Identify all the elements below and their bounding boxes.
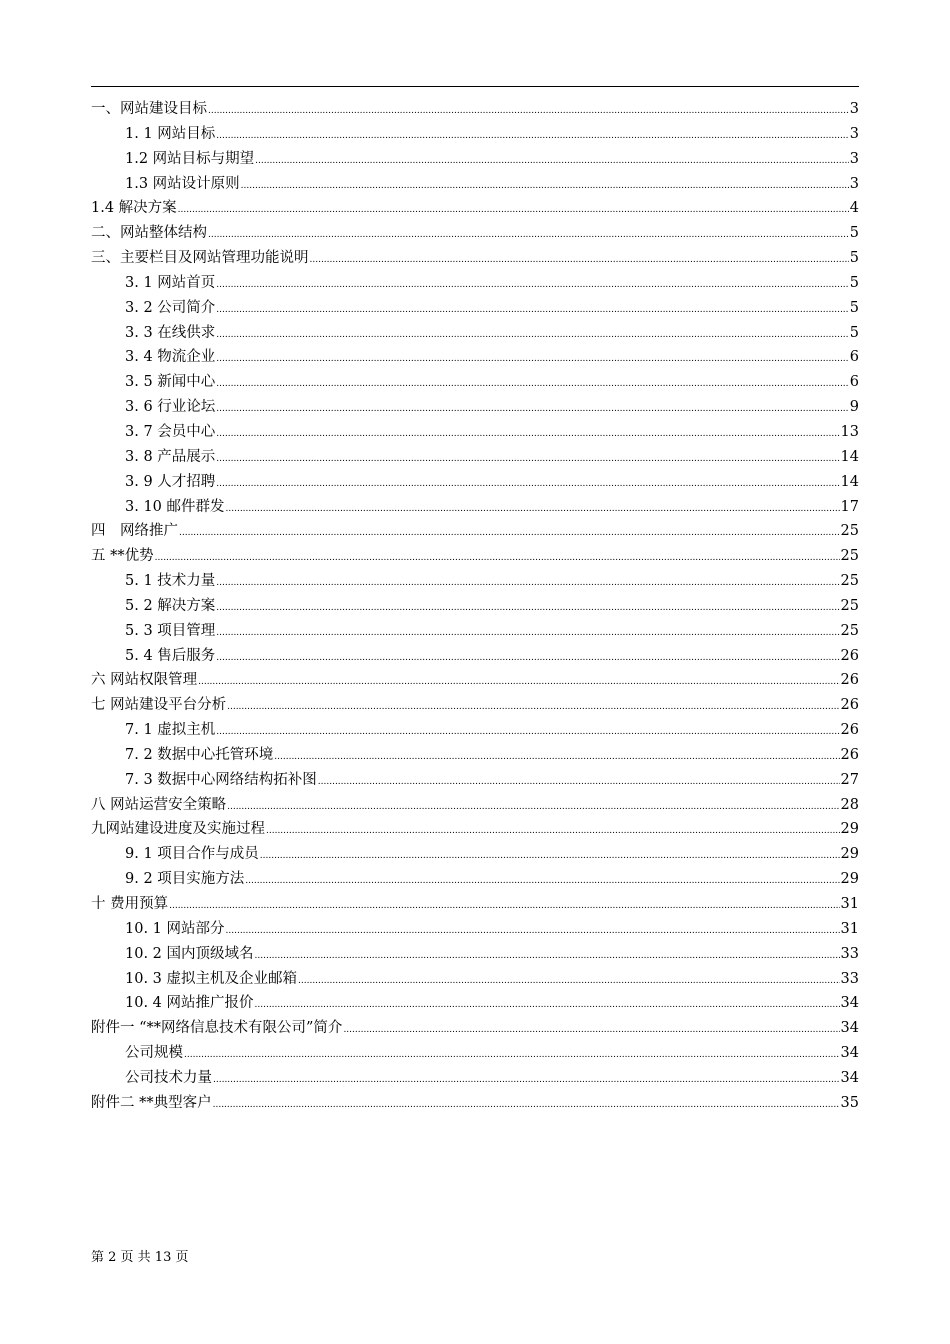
toc-entry-title: 八 网站运营安全策略	[91, 796, 227, 813]
toc-entry[interactable]	[91, 991, 859, 1016]
toc-entry[interactable]	[91, 370, 859, 395]
toc-dot-leader	[213, 1066, 840, 1093]
toc-entry[interactable]	[91, 445, 859, 470]
toc-dot-leader	[208, 221, 849, 248]
toc-entry[interactable]	[91, 1091, 859, 1116]
toc-entry-page-number: 14	[840, 448, 859, 465]
toc-dot-leader	[184, 1041, 840, 1068]
toc-entry[interactable]	[91, 470, 859, 495]
toc-entry[interactable]	[91, 768, 859, 793]
toc-entry-title: 1.2 网站目标与期望	[125, 150, 255, 167]
toc-entry-page-number: 25	[840, 573, 859, 590]
toc-entry-title: 7. 2 数据中心托管环境	[125, 746, 274, 763]
toc-entry[interactable]	[91, 1041, 859, 1066]
toc-entry-title: 10. 3 虚拟主机及企业邮箱	[125, 970, 298, 987]
toc-dot-leader	[241, 172, 849, 199]
toc-dot-leader	[216, 619, 839, 646]
toc-entry-title: 3. 5 新闻中心	[125, 374, 216, 391]
toc-entry-title: 7. 3 数据中心网络结构拓补图	[125, 771, 317, 788]
toc-entry-page-number: 25	[840, 622, 859, 639]
toc-entry[interactable]	[91, 644, 859, 669]
toc-entry-page-number: 33	[840, 945, 859, 962]
toc-entry-page-number: 29	[840, 871, 859, 888]
toc-entry-title: 5. 2 解决方案	[125, 597, 216, 614]
toc-entry-page-number: 33	[840, 970, 859, 987]
toc-entry[interactable]	[91, 271, 859, 296]
toc-entry-title: 七 网站建设平台分析	[91, 697, 227, 714]
toc-entry-title: 3. 1 网站首页	[125, 274, 216, 291]
toc-entry[interactable]	[91, 1066, 859, 1091]
header-rule	[91, 86, 859, 87]
toc-entry[interactable]	[91, 420, 859, 445]
toc-entry[interactable]	[91, 817, 859, 842]
toc-entry-title: 公司技术力量	[125, 1069, 212, 1086]
toc-entry-page-number: 31	[840, 896, 859, 912]
toc-entry-title: 九网站建设进度及实施过程	[91, 821, 265, 838]
toc-entry-title: 四 网络推广	[91, 523, 178, 540]
toc-entry[interactable]	[91, 395, 859, 420]
toc-entry[interactable]	[91, 172, 859, 197]
toc-entry-page-number: 3	[849, 150, 859, 167]
toc-entry-page-number: 6	[849, 374, 859, 391]
toc-entry[interactable]	[91, 892, 859, 917]
toc-entry-page-number: 6	[849, 349, 859, 366]
toc-entry-page-number: 3	[849, 175, 859, 192]
toc-entry-title: 1.3 网站设计原则	[125, 175, 240, 192]
toc-entry-title: 六 网站权限管理	[91, 672, 198, 689]
toc-entry-page-number: 26	[840, 672, 859, 689]
toc-entry[interactable]	[91, 122, 859, 147]
toc-entry-page-number: 3	[849, 125, 859, 142]
toc-entry-page-number: 34	[840, 995, 859, 1012]
toc-dot-leader	[208, 97, 849, 124]
toc-dot-leader	[227, 693, 839, 720]
toc-entry[interactable]	[91, 619, 859, 644]
toc-entry-title: 十 费用预算	[91, 896, 169, 912]
toc-entry[interactable]	[91, 147, 859, 172]
toc-entry-title: 3. 2 公司简介	[125, 299, 216, 316]
toc-entry[interactable]	[91, 246, 859, 271]
toc-entry-page-number: 5	[849, 250, 859, 267]
toc-entry-title: 3. 6 行业论坛	[125, 399, 216, 416]
toc-dot-leader	[216, 718, 839, 745]
toc-entry-page-number: 26	[840, 722, 859, 739]
toc-entry-page-number: 5	[849, 299, 859, 316]
toc-entry-page-number: 35	[840, 1094, 859, 1111]
toc-entry[interactable]	[91, 296, 859, 321]
toc-entry-page-number: 25	[840, 548, 859, 565]
page-footer: 第 2 页 共 13 页	[91, 1250, 189, 1265]
toc-entry[interactable]	[91, 793, 859, 818]
toc-entry-page-number: 3	[849, 101, 859, 117]
toc-entry-title: 9. 2 项目实施方法	[125, 871, 245, 888]
toc-dot-leader	[213, 1091, 840, 1118]
toc-entry-title: 3. 7 会员中心	[125, 423, 216, 440]
toc-dot-leader	[310, 246, 849, 273]
toc-dot-leader	[255, 942, 840, 969]
toc-dot-leader	[343, 1016, 839, 1043]
toc-entry-title: 5. 1 技术力量	[125, 573, 216, 590]
toc-entry-title: 附件二 **典型客户	[91, 1094, 212, 1111]
toc-entry[interactable]	[91, 668, 859, 693]
toc-dot-leader	[226, 495, 840, 522]
toc-dot-leader	[178, 196, 849, 223]
toc-entry-title: 1. 1 网站目标	[125, 125, 216, 142]
toc-dot-leader	[255, 991, 840, 1018]
toc-entry[interactable]	[91, 345, 859, 370]
toc-entry-page-number: 28	[840, 796, 859, 813]
toc-entry[interactable]	[91, 693, 859, 718]
toc-entry[interactable]	[91, 942, 859, 967]
toc-entry[interactable]	[91, 967, 859, 992]
toc-dot-leader	[318, 768, 840, 795]
toc-dot-leader	[216, 370, 848, 397]
toc-entry[interactable]	[91, 97, 859, 122]
toc-dot-leader	[155, 544, 840, 571]
toc-dot-leader	[216, 271, 848, 298]
toc-entry-title: 3. 3 在线供求	[125, 324, 216, 341]
toc-entry-page-number: 4	[849, 200, 859, 217]
toc-entry-page-number: 27	[840, 771, 859, 788]
toc-dot-leader	[298, 967, 840, 994]
toc-entry-page-number: 26	[840, 746, 859, 763]
toc-entry-title: 一、网站建设目标	[91, 101, 207, 117]
toc-entry-title: 3. 8 产品展示	[125, 448, 216, 465]
toc-entry-page-number: 17	[840, 498, 859, 515]
toc-entry[interactable]	[91, 718, 859, 743]
toc-entry[interactable]	[91, 917, 859, 942]
toc-dot-leader	[226, 917, 840, 944]
toc-dot-leader	[216, 470, 839, 497]
toc-entry[interactable]	[91, 594, 859, 619]
toc-entry[interactable]	[91, 221, 859, 246]
toc-dot-leader	[216, 345, 848, 372]
toc-entry[interactable]	[91, 743, 859, 768]
toc-entry[interactable]	[91, 569, 859, 594]
toc-entry-title: 5. 3 项目管理	[125, 622, 216, 639]
toc-entry[interactable]	[91, 519, 859, 544]
toc-entry-title: 公司规模	[125, 1045, 183, 1062]
toc-entry-page-number: 9	[849, 399, 859, 416]
toc-dot-leader	[216, 395, 848, 422]
toc-dot-leader	[227, 793, 839, 820]
toc-entry-title: 三、主要栏目及网站管理功能说明	[91, 250, 309, 267]
toc-entry[interactable]	[91, 544, 859, 569]
toc-entry-title: 附件一 “**网络信息技术有限公司”简介	[91, 1020, 343, 1037]
toc-dot-leader	[179, 519, 840, 546]
toc-dot-leader	[266, 817, 840, 844]
toc-dot-leader	[169, 892, 839, 919]
toc-entry-title: 7. 1 虚拟主机	[125, 722, 216, 739]
toc-entry-page-number: 13	[840, 423, 859, 440]
toc-dot-leader	[216, 420, 839, 447]
toc-entry-title: 3. 4 物流企业	[125, 349, 216, 366]
toc-entry[interactable]	[91, 495, 859, 520]
toc-entry-page-number: 29	[840, 846, 859, 863]
toc-entry-page-number: 25	[840, 523, 859, 540]
toc-dot-leader	[255, 147, 849, 174]
toc-dot-leader	[274, 743, 839, 770]
toc-entry-page-number: 31	[840, 920, 859, 937]
toc-entry[interactable]	[91, 1016, 859, 1041]
toc-entry[interactable]	[91, 867, 859, 892]
toc-entry-title: 10. 1 网站部分	[125, 920, 225, 937]
toc-dot-leader	[216, 122, 848, 149]
toc-entry-title: 9. 1 项目合作与成员	[125, 846, 259, 863]
toc-entry-page-number: 5	[849, 324, 859, 341]
toc-entry-page-number: 29	[840, 821, 859, 838]
toc-entry-page-number: 26	[840, 647, 859, 664]
toc-entry-page-number: 26	[840, 697, 859, 714]
toc-entry-title: 二、网站整体结构	[91, 225, 207, 242]
table-of-contents	[91, 97, 859, 1116]
toc-entry-page-number: 34	[840, 1045, 859, 1062]
toc-entry-title: 3. 10 邮件群发	[125, 498, 225, 515]
toc-entry-title: 10. 4 网站推广报价	[125, 995, 254, 1012]
toc-entry-title: 10. 2 国内顶级域名	[125, 945, 254, 962]
toc-entry-page-number: 34	[840, 1020, 859, 1037]
toc-dot-leader	[216, 321, 848, 348]
toc-entry-page-number: 5	[849, 225, 859, 242]
toc-entry-page-number: 14	[840, 473, 859, 490]
toc-dot-leader	[216, 594, 839, 621]
toc-dot-leader	[216, 569, 839, 596]
toc-entry-title: 3. 9 人才招聘	[125, 473, 216, 490]
toc-entry-title: 5. 4 售后服务	[125, 647, 216, 664]
toc-entry-page-number: 34	[840, 1069, 859, 1086]
toc-dot-leader	[198, 668, 839, 695]
toc-dot-leader	[216, 445, 839, 472]
toc-entry-page-number: 25	[840, 597, 859, 614]
toc-entry[interactable]	[91, 321, 859, 346]
toc-dot-leader	[245, 867, 839, 894]
toc-entry-page-number: 5	[849, 274, 859, 291]
toc-entry-title: 1.4 解决方案	[91, 200, 177, 217]
toc-dot-leader	[216, 644, 839, 671]
toc-entry-title: 五 **优势	[91, 548, 154, 565]
toc-entry[interactable]	[91, 842, 859, 867]
toc-dot-leader	[260, 842, 840, 869]
toc-dot-leader	[216, 296, 848, 323]
toc-entry[interactable]	[91, 196, 859, 221]
